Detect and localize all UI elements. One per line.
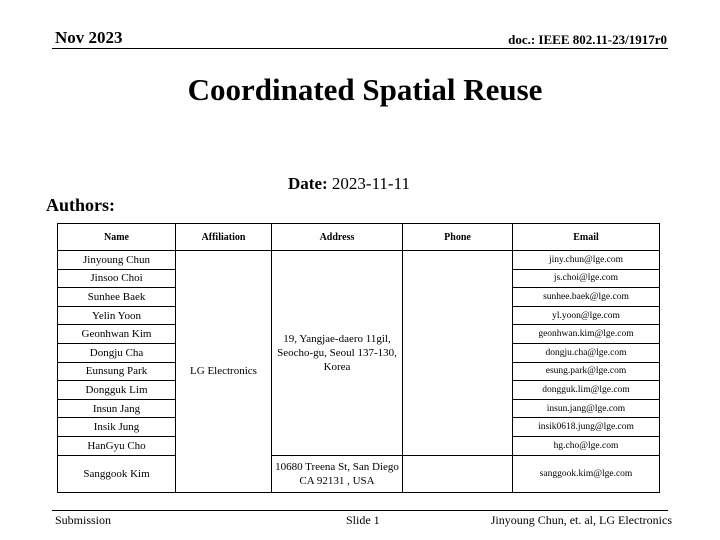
col-header-name: Name — [58, 224, 176, 251]
table-row — [58, 455, 660, 492]
header-date: Nov 2023 — [55, 28, 123, 47]
date-label: Date: — [288, 174, 328, 193]
author-name: Eunsung Park — [58, 362, 176, 381]
author-name: Sunhee Baek — [58, 288, 176, 307]
author-email: esung.park@lge.com — [513, 362, 660, 381]
table-row — [58, 251, 660, 270]
author-email: sunhee.baek@lge.com — [513, 288, 660, 307]
author-email: js.choi@lge.com — [513, 269, 660, 288]
phone-cell — [403, 455, 513, 492]
author-name: Insun Jang — [58, 399, 176, 418]
col-header-phone: Phone — [403, 224, 513, 251]
footer-authors: Jinyoung Chun, et. al, LG Electronics — [490, 513, 672, 527]
affiliation-cell: LG Electronics — [176, 251, 272, 493]
slide-title: Coordinated Spatial Reuse — [187, 72, 543, 107]
author-email: dongju.cha@lge.com — [513, 343, 660, 362]
author-name: Yelin Yoon — [58, 306, 176, 325]
author-name: Dongguk Lim — [58, 381, 176, 400]
author-name: Geonhwan Kim — [58, 325, 176, 344]
author-name: Insik Jung — [58, 418, 176, 437]
author-email: sanggook.kim@lge.com — [513, 455, 660, 492]
address-cell-usa: 10680 Treena St, San Diego CA 92131 , USA — [272, 455, 403, 492]
address-cell: 19, Yangjae-daero 11gil, Seocho-gu, Seoul 137-130, Korea — [272, 251, 403, 456]
phone-cell — [403, 251, 513, 456]
author-email: insun.jang@lge.com — [513, 399, 660, 418]
col-header-email: Email — [513, 224, 660, 251]
date-line — [288, 174, 410, 194]
header-doc-id: doc.: IEEE 802.11-23/1917r0 — [508, 32, 667, 47]
col-header-address: Address — [272, 224, 403, 251]
author-email: insik0618.jung@lge.com — [513, 418, 660, 437]
footer-slide-number: Slide 1 — [346, 513, 380, 527]
footer-divider — [52, 510, 668, 511]
author-name: Jinsoo Choi — [58, 269, 176, 288]
author-email: hg.cho@lge.com — [513, 436, 660, 455]
header-divider — [52, 48, 668, 49]
author-name: Dongju Cha — [58, 343, 176, 362]
footer-submission: Submission — [55, 513, 112, 527]
author-email: yl.yoon@lge.com — [513, 306, 660, 325]
author-name: Sanggook Kim — [58, 455, 176, 492]
author-name: HanGyu Cho — [58, 436, 176, 455]
date-value: 2023-11-11 — [331, 174, 410, 193]
author-email: dongguk.lim@lge.com — [513, 381, 660, 400]
author-name: Jinyoung Chun — [58, 251, 176, 270]
authors-label: Authors: — [46, 195, 116, 215]
col-header-affiliation: Affiliation — [176, 224, 272, 251]
authors-table — [57, 223, 660, 493]
author-email: jiny.chun@lge.com — [513, 251, 660, 270]
author-email: geonhwan.kim@lge.com — [513, 325, 660, 344]
